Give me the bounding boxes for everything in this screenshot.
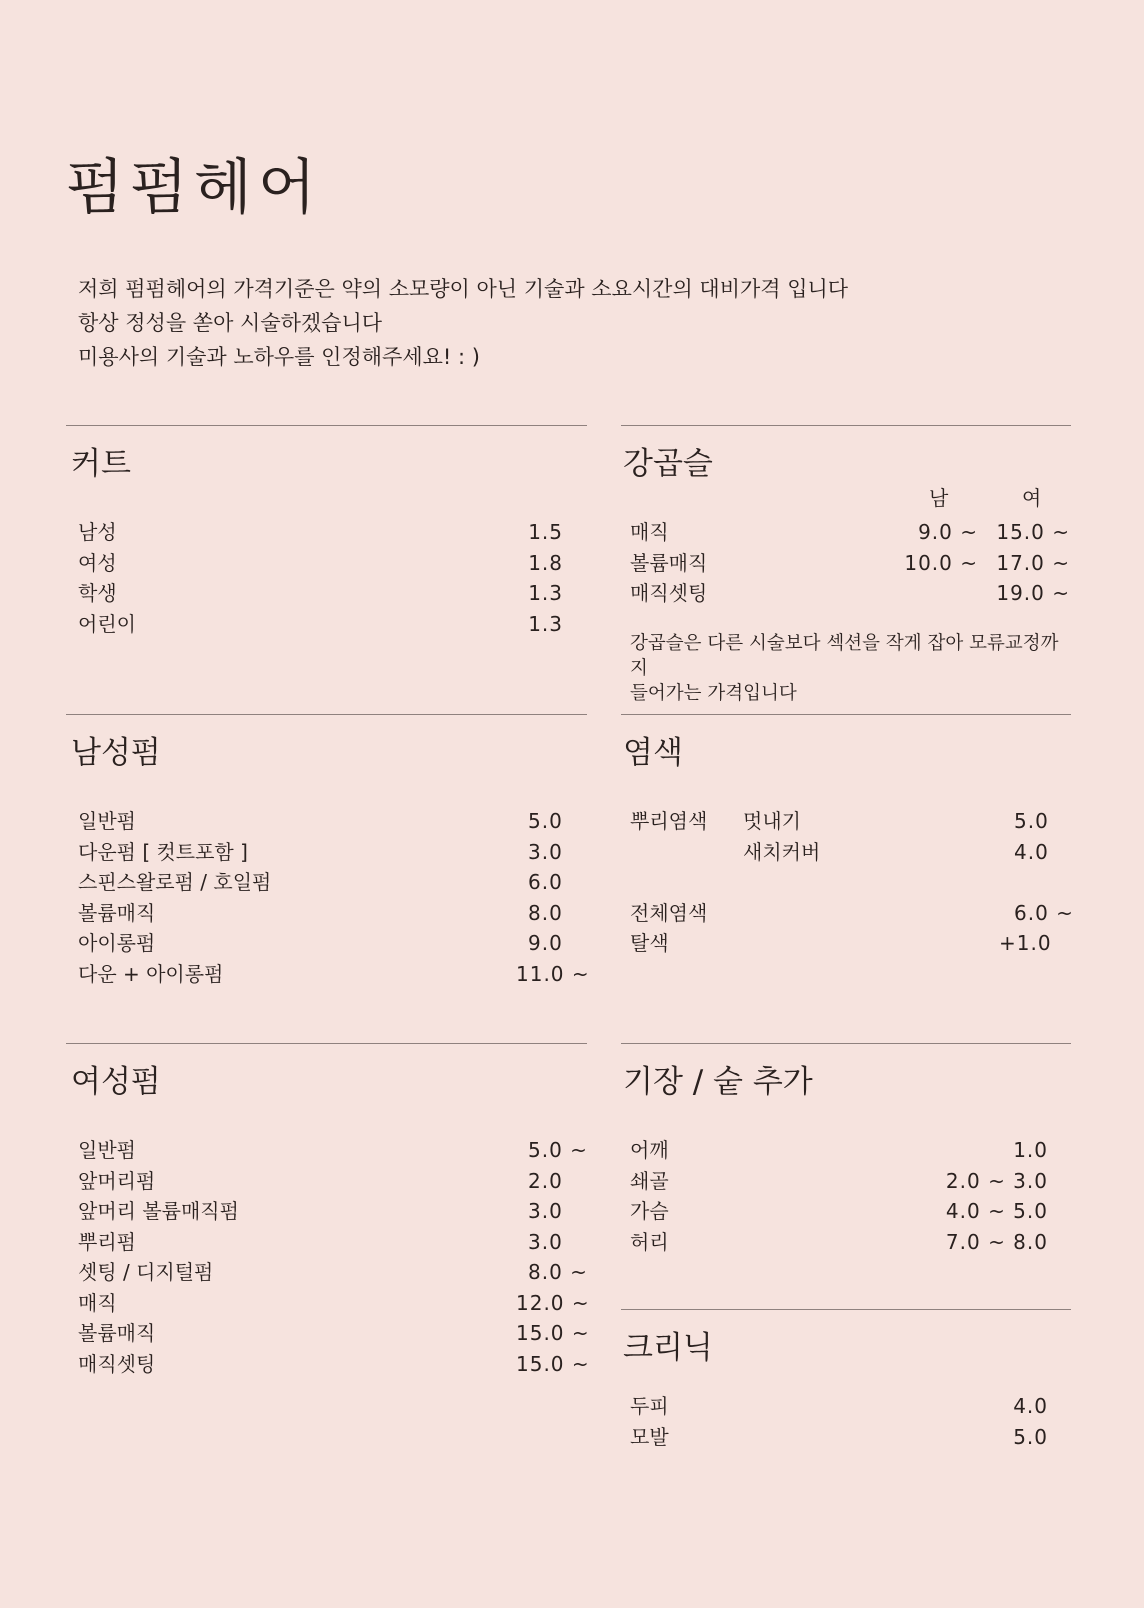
- item-name: 여성: [78, 550, 117, 575]
- item-name: 셋팅 / 디지털펌: [78, 1260, 214, 1284]
- list-item: [630, 1166, 1070, 1197]
- item-price: 12.0 ~: [516, 1290, 590, 1315]
- item-name: 스핀스왈로펌 / 호일펌: [78, 870, 272, 894]
- item-price: 3.0: [528, 839, 563, 864]
- item-name: 어깨: [630, 1138, 669, 1162]
- list-item: [78, 1135, 588, 1166]
- item-price: 4.0: [1013, 1394, 1048, 1418]
- list-item: [630, 837, 1070, 868]
- item-price-male: 10.0 ~: [904, 550, 978, 575]
- list-item: [78, 867, 588, 898]
- item-price: 5.0 ~: [528, 1138, 588, 1162]
- item-name: 두피: [630, 1394, 669, 1418]
- divider: [66, 425, 587, 426]
- item-price: 6.0: [528, 870, 563, 894]
- column-header-female: 여: [1022, 486, 1042, 510]
- item-name: 매직: [78, 1290, 117, 1315]
- section-title-clinic: 크리닉: [623, 1330, 713, 1366]
- item-name: 매직셋팅: [630, 581, 708, 605]
- item-price: 1.3: [528, 611, 563, 636]
- list-item: [78, 1349, 588, 1380]
- item-name: 앞머리 볼륨매직펌: [78, 1199, 239, 1223]
- item-price-female: 15.0 ~: [996, 520, 1070, 544]
- item-price: 2.0: [528, 1168, 563, 1193]
- list-item: [78, 959, 588, 990]
- note-line: 들어가는 가격입니다: [630, 683, 797, 704]
- list-item: [630, 928, 1070, 959]
- list-item: [78, 1166, 588, 1197]
- item-price-male: 9.0 ~: [918, 520, 978, 544]
- list-item: [630, 1422, 1070, 1453]
- item-name: 매직: [630, 520, 669, 544]
- list-item: [78, 1257, 588, 1288]
- item-price: 6.0 ~: [1014, 900, 1074, 925]
- item-name: 학생: [78, 581, 117, 605]
- item-name: 뿌리염색: [630, 809, 708, 833]
- intro-line: 항상 정성을 쏟아 시술하겠습니다: [78, 311, 383, 335]
- divider: [66, 714, 587, 715]
- item-name: 전체염색: [630, 900, 708, 925]
- column-header-male: 남: [929, 486, 949, 510]
- item-price: 1.5: [528, 520, 563, 544]
- clinic-price-list: [630, 1391, 1070, 1452]
- item-name: 뿌리펌: [78, 1229, 136, 1254]
- item-price: 8.0: [528, 900, 563, 925]
- item-price: 5.0: [528, 809, 563, 833]
- divider: [66, 1043, 587, 1044]
- item-name: 탈색: [630, 931, 669, 955]
- item-price: 15.0 ~: [516, 1351, 590, 1376]
- item-subname: 멋내기: [743, 809, 801, 833]
- section-title-straight: 강곱슬: [623, 446, 713, 482]
- list-item: [78, 1318, 588, 1349]
- note-line: 강곱슬은 다른 시술보다 섹션을 작게 잡아 모류교정까지: [630, 633, 1059, 679]
- cut-price-list: [78, 517, 588, 639]
- item-name: 다운펌 [ 컷트포함 ]: [78, 839, 248, 864]
- item-name: 허리: [630, 1229, 669, 1254]
- list-item: [630, 578, 1070, 609]
- list-item: [78, 1288, 588, 1319]
- list-item: [630, 517, 1070, 548]
- item-price: 9.0: [528, 931, 563, 955]
- list-item: [630, 867, 1070, 898]
- item-name: 볼륨매직: [630, 550, 708, 575]
- item-price: 5.0: [1014, 809, 1049, 833]
- list-item: [630, 1391, 1070, 1422]
- section-title-dye: 염색: [623, 735, 683, 771]
- item-price-female: 19.0 ~: [996, 581, 1070, 605]
- item-price: 2.0 ~ 3.0: [945, 1168, 1048, 1193]
- item-subname: 새치커버: [743, 839, 821, 864]
- item-name: 다운 + 아이롱펌: [78, 961, 224, 986]
- item-price: 4.0: [1014, 839, 1049, 864]
- list-item: [78, 517, 588, 548]
- list-item: [630, 548, 1070, 579]
- item-name: 아이롱펌: [78, 931, 156, 955]
- item-name: 남성: [78, 520, 117, 544]
- item-price-female: 17.0 ~: [996, 550, 1070, 575]
- section-title-women-perm: 여성펌: [71, 1064, 161, 1100]
- list-item: [630, 1227, 1070, 1258]
- section-title-men-perm: 남성펌: [71, 735, 161, 771]
- item-price: 1.8: [528, 550, 563, 575]
- item-price: 1.0: [1013, 1138, 1048, 1162]
- divider: [621, 1043, 1071, 1044]
- divider: [621, 1309, 1071, 1310]
- item-name: 어린이: [78, 611, 136, 636]
- page-title: 펌펌헤어: [66, 153, 322, 223]
- item-name: 볼륨매직: [78, 900, 156, 925]
- women-perm-price-list: [78, 1135, 588, 1379]
- item-price: 3.0: [528, 1229, 563, 1254]
- item-name: 가슴: [630, 1199, 669, 1223]
- divider: [621, 425, 1071, 426]
- item-price: 3.0: [528, 1199, 563, 1223]
- list-item: [78, 548, 588, 579]
- section-title-length: 기장 / 숱 추가: [623, 1064, 813, 1100]
- list-item: [78, 578, 588, 609]
- list-item: [78, 1196, 588, 1227]
- item-name: 일반펌: [78, 809, 136, 833]
- item-price: 15.0 ~: [516, 1321, 590, 1345]
- item-name: 모발: [630, 1424, 669, 1449]
- straight-note: [630, 631, 1070, 706]
- divider: [621, 714, 1071, 715]
- list-item: [630, 1135, 1070, 1166]
- straight-price-list: [630, 517, 1070, 609]
- item-name: 앞머리펌: [78, 1168, 156, 1193]
- item-name: 매직셋팅: [78, 1351, 156, 1376]
- list-item: [78, 609, 588, 640]
- item-price: 5.0: [1013, 1424, 1048, 1449]
- length-price-list: [630, 1135, 1070, 1257]
- item-price: 7.0 ~ 8.0: [945, 1229, 1048, 1254]
- intro-line: 저희 펌펌헤어의 가격기준은 약의 소모량이 아닌 기술과 소요시간의 대비가격 입니다: [78, 277, 849, 301]
- list-item: [78, 837, 588, 868]
- section-title-cut: 커트: [71, 446, 131, 482]
- item-name: 쇄골: [630, 1168, 669, 1193]
- item-price: 1.3: [528, 581, 563, 605]
- list-item: [78, 928, 588, 959]
- men-perm-price-list: [78, 806, 588, 989]
- item-price: +1.0: [999, 931, 1052, 955]
- item-name: 일반펌: [78, 1138, 136, 1162]
- dye-price-list: [630, 806, 1074, 959]
- list-item: [78, 806, 588, 837]
- intro-text: [78, 272, 848, 374]
- intro-line: 미용사의 기술과 노하우를 인정해주세요! : ): [78, 345, 480, 369]
- list-item: [630, 898, 1074, 929]
- list-item: [630, 1196, 1070, 1227]
- list-item: [78, 898, 588, 929]
- list-item: [630, 806, 1070, 837]
- item-name: 볼륨매직: [78, 1321, 156, 1345]
- item-price: 11.0 ~: [516, 961, 590, 986]
- item-price: 4.0 ~ 5.0: [945, 1199, 1048, 1223]
- item-price: 8.0 ~: [528, 1260, 588, 1284]
- list-item: [78, 1227, 588, 1258]
